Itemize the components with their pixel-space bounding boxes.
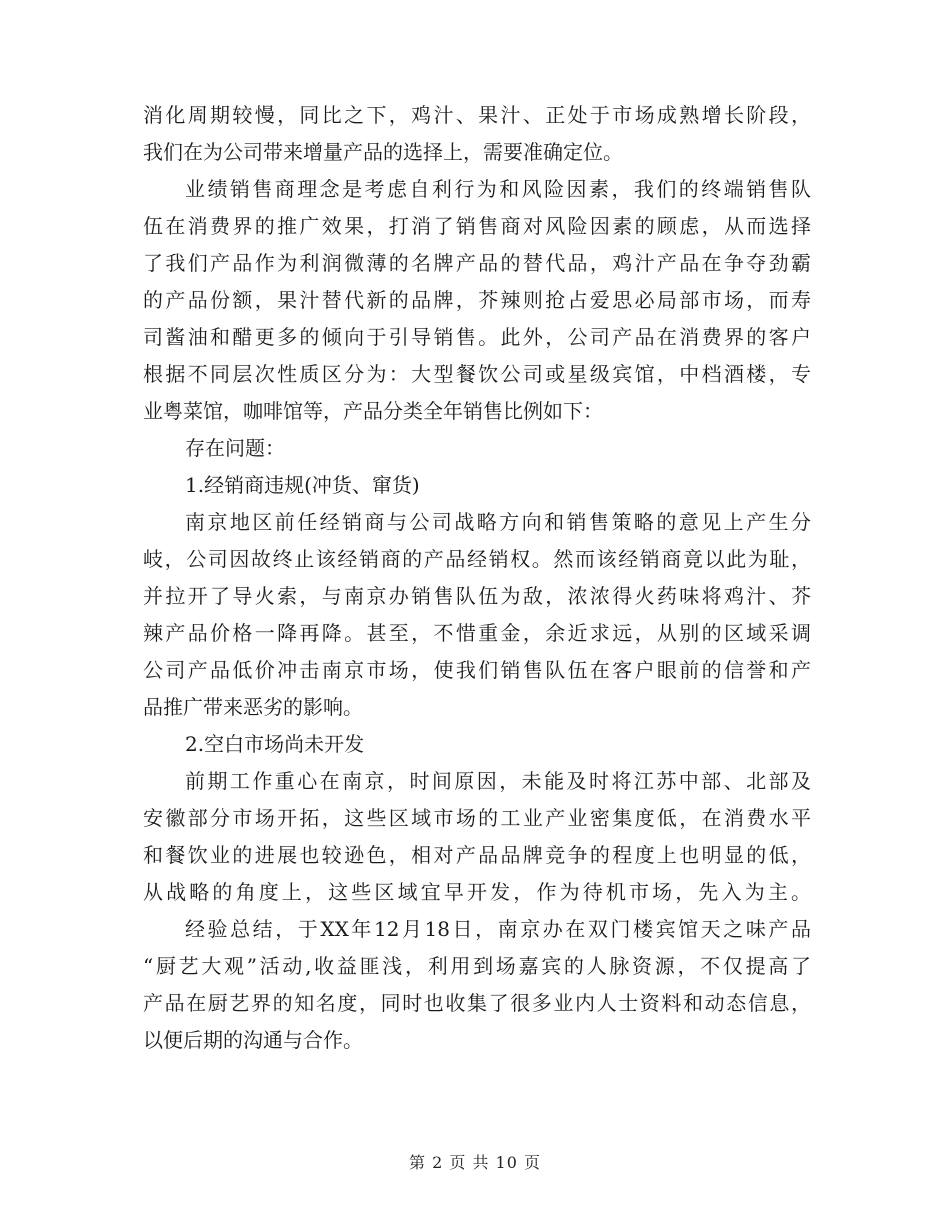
text-line: 品推广带来恶劣的影响。 — [143, 695, 363, 719]
text-line: 业粤菜馆，咖啡馆等，产品分类全年销售比例如下： — [143, 399, 603, 423]
text-line: 公司产品低价冲击南京市场，使我们销售队伍在客户眼前的信誉和产 — [143, 658, 811, 682]
text-line: 的产品份额，果汁替代新的品牌，芥辣则抢占爱思必局部市场，而寿 — [143, 288, 811, 312]
text-line: 岐，公司因故终止该经销商的产品经销权。然而该经销商竟以此为耻， — [143, 547, 811, 571]
text-line: 经验总结，于XX年12月18日，南京办在双门楼宾馆天之味产品 — [185, 917, 811, 941]
text-line: 前期工作重心在南京，时间原因，未能及时将江苏中部、北部及 — [185, 769, 811, 793]
text-line: 产品在厨艺界的知名度，同时也收集了很多业内人士资料和动态信息， — [143, 991, 811, 1015]
page-footer: 第 2 页 共 10 页 — [409, 1153, 541, 1172]
text-line: 南京地区前任经销商与公司战略方向和销售策略的意见上产生分 — [185, 510, 811, 534]
text-line: 和餐饮业的进展也较逊色，相对产品品牌竞争的程度上也明显的低， — [143, 843, 811, 867]
text-line: 消化周期较慢，同比之下，鸡汁、果汁、正处于市场成熟增长阶段， — [143, 103, 811, 127]
text-line: 了我们产品作为利润微薄的名牌产品的替代品，鸡汁产品在争夺劲霸 — [143, 251, 811, 275]
text-line: 2.空白市场尚未开发 — [185, 732, 365, 756]
text-line: “厨艺大观”活动,收益匪浅，利用到场嘉宾的人脉资源，不仅提高了 — [143, 954, 811, 978]
text-line: 以便后期的沟通与合作。 — [143, 1028, 363, 1052]
text-line: 安徽部分市场开拓，这些区域市场的工业产业密集度低，在消费水平 — [143, 806, 811, 830]
text-line: 根据不同层次性质区分为：大型餐饮公司或星级宾馆，中档酒楼，专 — [143, 362, 811, 386]
text-line: 伍在消费界的推广效果，打消了销售商对风险因素的顾虑，从而选择 — [143, 214, 811, 238]
document-body — [143, 97, 811, 1059]
text-line: 辣产品价格一降再降。甚至，不惜重金，余近求远，从别的区域采调 — [143, 621, 811, 645]
text-line: 存在问题： — [185, 436, 285, 460]
text-line: 我们在为公司带来增量产品的选择上，需要准确定位。 — [143, 140, 623, 164]
text-line: 并拉开了导火索，与南京办销售队伍为敌，浓浓得火药味将鸡汁、芥 — [143, 584, 811, 608]
text-line: 司酱油和醋更多的倾向于引导销售。此外，公司产品在消费界的客户 — [143, 325, 811, 349]
text-line: 业绩销售商理念是考虑自利行为和风险因素，我们的终端销售队 — [185, 177, 811, 201]
text-line: 从战略的角度上，这些区域宜早开发，作为待机市场，先入为主。 — [143, 880, 811, 904]
text-line: 1.经销商违规(冲货、窜货) — [185, 473, 420, 497]
